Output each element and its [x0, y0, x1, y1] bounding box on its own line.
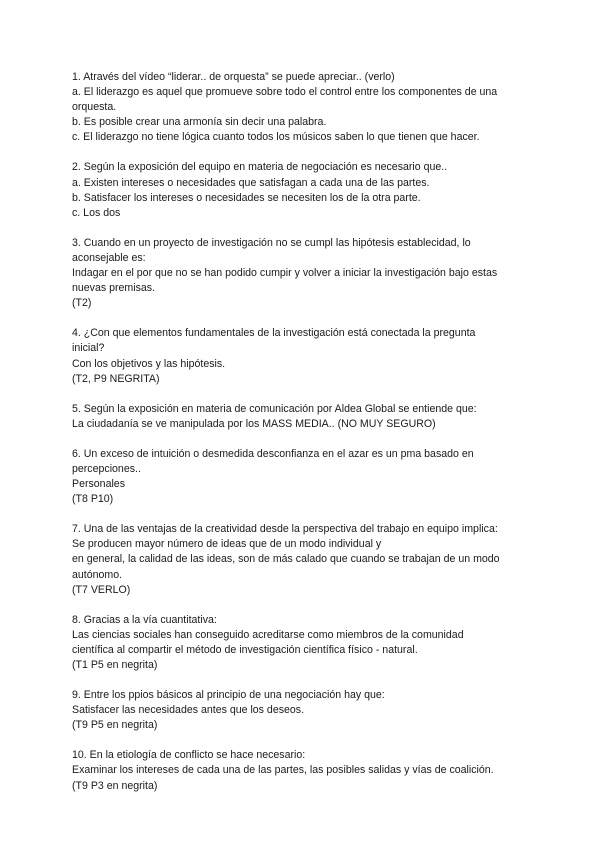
answer-line: percepciones..: [72, 462, 141, 475]
question-block: [72, 748, 532, 793]
answer-line: inicial?: [72, 342, 105, 355]
answer-line: a. El liderazgo es aquel que promueve sobre todo el control entre los componentes de una: [72, 86, 498, 99]
answer-line: (T9 P5 en negrita): [72, 719, 158, 732]
answer-line: Indagar en el por que no se han podido cumpir y volver a iniciar la investigación bajo estas: [72, 267, 498, 280]
questions-list: [72, 70, 532, 809]
answer-line: a. Existen intereses o necesidades que satisfagan a cada una de las partes.: [72, 176, 430, 189]
question-text: 2. Según la exposición del equipo en materia de negociación es necesario que..: [72, 161, 448, 174]
answer-line: en general, la calidad de las ideas, son de más calado que cuando se trabajan de un modo: [72, 553, 500, 566]
question-text: 9. Entre los ppios básicos al principio de una negociación hay que:: [72, 689, 385, 702]
answer-line: La ciudadanía se ve manipulada por los MASS MEDIA.. (NO MUY SEGURO): [72, 417, 436, 430]
question-text: 5. Según la exposición en materia de comunicación por Aldea Global se entiende que:: [72, 402, 477, 415]
question-block: [72, 522, 532, 597]
question-text: 7. Una de las ventajas de la creatividad desde la perspectiva del trabajo en equipo implica:: [72, 523, 498, 536]
question-text: 1. Através del vídeo “liderar.. de orquesta” se puede apreciar.. (verlo): [72, 71, 395, 83]
answer-line: orquesta.: [72, 101, 117, 114]
answer-line: (T9 P3 en negrita): [72, 779, 158, 792]
answer-line: Examinar los intereses de cada una de las partes, las posibles salidas y vías de coalición.: [72, 764, 494, 777]
answer-line: b. Es posible crear una armonía sin decir una palabra.: [72, 116, 327, 129]
answer-line: aconsejable es:: [72, 251, 146, 264]
question-text: 4. ¿Con que elementos fundamentales de la investigación está conectada la pregunta: [72, 327, 476, 340]
question-block: [72, 236, 532, 311]
answer-line: (T1 P5 en negrita): [72, 659, 158, 671]
answer-line: (T8 P10): [72, 493, 114, 506]
answer-line: Las ciencias sociales han conseguido acreditarse como miembros de la comunidad: [72, 628, 464, 641]
question-block: [72, 613, 532, 673]
question-block: [72, 688, 532, 733]
answer-line: Satisfacer las necesidades antes que los deseos.: [72, 704, 305, 717]
answer-line: Con los objetivos y las hipótesis.: [72, 357, 226, 370]
answer-line: b. Satisfacer los intereses o necesidades se necesiten los de la otra parte.: [72, 191, 421, 204]
question-block: [72, 326, 532, 386]
question-text: 10. En la etiología de conflicto se hace necesario:: [72, 749, 306, 762]
question-text: 3. Cuando en un proyecto de investigación no se cumpl las hipótesis establecidad, lo: [72, 236, 471, 249]
answer-line: (T2, P9 NEGRITA): [72, 372, 160, 385]
answer-line: c. El liderazgo no tiene lógica cuanto todos los músicos saben lo que tienen que hacer.: [72, 131, 480, 144]
answer-line: Se producen mayor número de ideas que de un modo individual y: [72, 538, 382, 551]
question-text: 8. Gracias a la vía cuantitativa:: [72, 613, 217, 626]
question-block: [72, 402, 532, 432]
question-block: [72, 447, 532, 507]
answer-line: c. Los dos: [72, 206, 121, 219]
answer-line: autónomo.: [72, 568, 123, 581]
answer-line: nuevas premisas.: [72, 282, 156, 295]
question-text: 6. Un exceso de intuición o desmedida desconfianza en el azar es un pma basado en: [72, 447, 474, 460]
answer-line: (T2): [72, 297, 92, 310]
answer-line: Personales: [72, 478, 125, 491]
question-block: [72, 160, 532, 220]
question-block: [72, 70, 532, 145]
answer-line: científica al compartir el método de investigación científica físico - natural.: [72, 643, 418, 656]
answer-line: (T7 VERLO): [72, 583, 131, 596]
